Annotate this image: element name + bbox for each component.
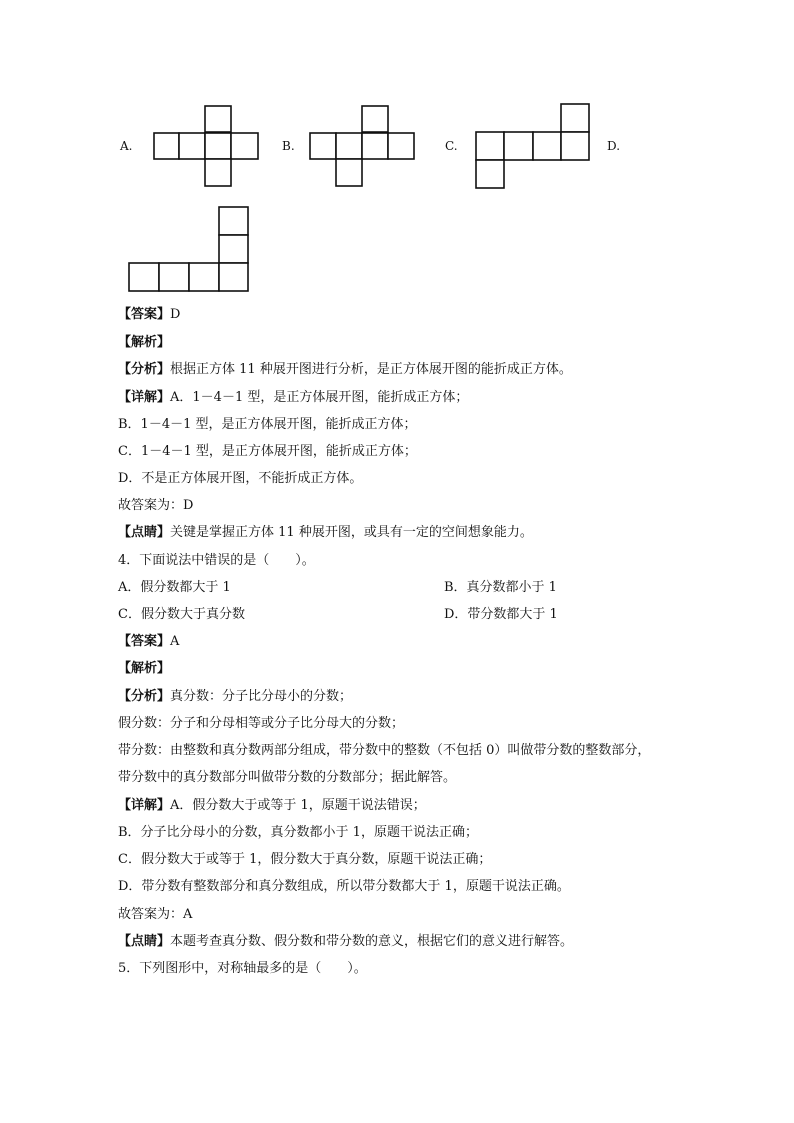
q4-analysis-line: [118, 660, 170, 678]
q3-analysis-line: [118, 334, 170, 352]
q4-detail-line: [118, 797, 426, 815]
dianjing-tag: 【点睛】: [118, 525, 171, 540]
q4-final-answer: 故答案为：A: [118, 907, 193, 922]
q3-answer-line: [118, 306, 180, 324]
q4-answer-line: [118, 633, 179, 651]
q4-option-a: A．假分数都大于 1: [118, 580, 231, 595]
q3-detail-b: B．1－4－1 型，是正方体展开图，能折成正方体；: [118, 417, 417, 432]
option-c-label: C.: [445, 139, 458, 153]
cube-net-d: [128, 206, 254, 294]
q3-dianjing-line: [118, 524, 533, 542]
option-d-label: D.: [607, 139, 621, 153]
answer-value: D: [170, 307, 181, 322]
q4-option-c: C．假分数大于真分数: [118, 607, 245, 622]
q4-dianjing-line: [118, 933, 573, 951]
dianjing-text: 关键是掌握正方体 11 种展开图，或具有一定的空间想象能力。: [170, 525, 533, 540]
fenxi-text-1: 真分数：分子比分母小的分数；: [170, 689, 353, 704]
answer-tag: 【答案】: [118, 634, 171, 649]
detail-tag: 【详解】: [118, 390, 171, 405]
analysis-tag: 【解析】: [118, 661, 171, 676]
q3-fenxi-line: [118, 361, 572, 379]
q4-detail-c: C．假分数大于或等于 1，假分数大于真分数，原题干说法正确；: [118, 852, 492, 867]
q4-option-d: D．带分数都大于 1: [444, 607, 558, 622]
answer-value: A: [170, 634, 180, 649]
q4-detail-d: D．带分数有整数部分和真分数组成，所以带分数都大于 1，原题干说法正确。: [118, 879, 570, 894]
option-a-label: A.: [120, 139, 133, 153]
q4-fenxi-line: [118, 688, 352, 706]
cube-net-a: [153, 105, 261, 189]
q3-detail-c: C．1－4－1 型，是正方体展开图，能折成正方体；: [118, 444, 417, 459]
option-b-label: B.: [282, 139, 295, 153]
detail-a-text: A．假分数大于或等于 1，原题干说法错误；: [170, 798, 426, 813]
q4-fenxi-4: 带分数中的真分数部分叫做带分数的分数部分；据此解答。: [118, 770, 457, 785]
dianjing-text: 本题考查真分数、假分数和带分数的意义，根据它们的意义进行解答。: [170, 934, 574, 949]
fenxi-tag: 【分析】: [118, 689, 171, 704]
cube-net-b: [309, 105, 417, 189]
dianjing-tag: 【点睛】: [118, 934, 171, 949]
q3-detail-line: [118, 389, 468, 407]
q4-fenxi-3: 带分数：由整数和真分数两部分组成，带分数中的整数（不包括 0）叫做带分数的整数部分，: [118, 743, 651, 758]
q4-fenxi-2: 假分数：分子和分母相等或分子比分母大的分数；: [118, 716, 405, 731]
fenxi-tag: 【分析】: [118, 362, 171, 377]
detail-a-text: A．1－4－1 型，是正方体展开图，能折成正方体；: [170, 390, 469, 405]
q3-final-answer: 故答案为：D: [118, 498, 194, 513]
q4-detail-b: B．分子比分母小的分数，真分数都小于 1，原题干说法正确；: [118, 825, 478, 840]
detail-tag: 【详解】: [118, 798, 171, 813]
q4-option-b: B．真分数都小于 1: [444, 580, 557, 595]
cube-net-c: [475, 103, 593, 191]
q5-stem: 5．下列图形中，对称轴最多的是（ ）。: [118, 961, 367, 976]
fenxi-text: 根据正方体 11 种展开图进行分析，是正方体展开图的能折成正方体。: [170, 362, 572, 377]
q3-detail-d: D．不是正方体展开图，不能折成正方体。: [118, 471, 363, 486]
q4-stem: 4．下面说法中错误的是（ ）。: [118, 553, 315, 568]
analysis-tag: 【解析】: [118, 335, 171, 350]
answer-tag: 【答案】: [118, 307, 171, 322]
